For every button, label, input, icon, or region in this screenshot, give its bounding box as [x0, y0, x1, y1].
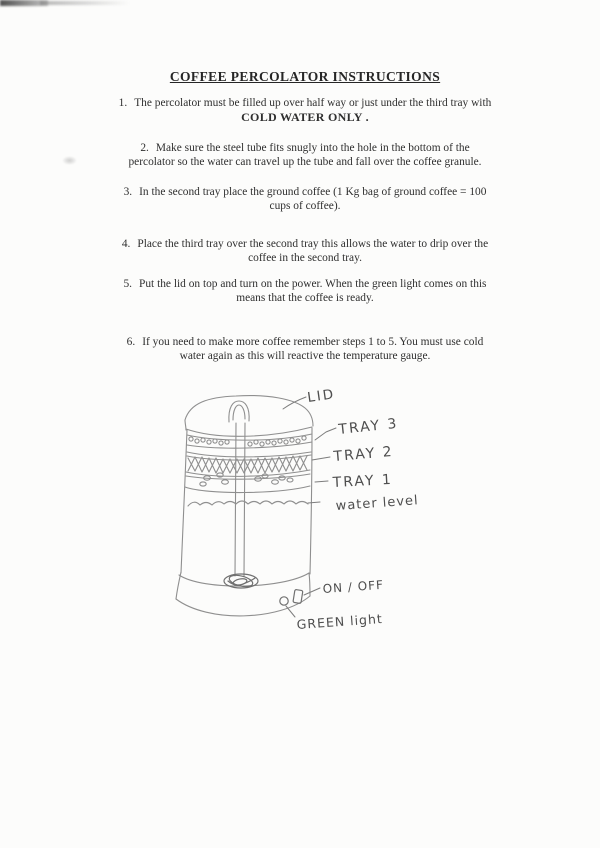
label-tray3: TRAY 3	[337, 415, 400, 438]
green-light-indicator	[280, 597, 288, 605]
instruction-line	[70, 336, 540, 350]
leader-line-tray1	[315, 481, 328, 482]
lid-rim	[186, 427, 312, 436]
step-text: If you need to make more coffee remember steps 1 to 5. You must use cold	[142, 336, 484, 348]
step-text: percolator so the water can travel up the tube and fall over the coffee granule.	[128, 155, 482, 168]
vessel-right-wall	[310, 428, 312, 574]
base-left-side	[176, 572, 181, 599]
label-green-light: GREEN light	[296, 611, 384, 632]
step-number: 6.	[126, 336, 136, 348]
leader-line-on-off	[304, 588, 320, 595]
instruction-line	[70, 238, 540, 252]
instruction-step-6	[70, 336, 540, 364]
instruction-step-5	[70, 278, 540, 306]
instruction-line	[70, 142, 540, 156]
step-text: cups of coffee).	[269, 199, 341, 212]
step-text: Put the lid on top and turn on the power. When the green light comes on this	[139, 278, 487, 290]
step-number: 1.	[118, 97, 128, 109]
document-title: COFFEE PERCOLATOR INSTRUCTIONS	[169, 69, 441, 84]
label-tray1: TRAY 1	[332, 471, 394, 491]
tube-left-line	[235, 423, 236, 576]
label-water-level: water level	[335, 493, 420, 514]
leader-line-tray3	[315, 428, 336, 440]
step-text: means that the coffee is ready.	[236, 291, 374, 304]
instruction-step-1	[70, 97, 540, 125]
instruction-line	[70, 97, 540, 111]
lid-handle-arc	[229, 401, 249, 422]
step-text: water again as this will reactive the temperature gauge.	[179, 349, 431, 362]
lid-handle-arc-inner	[233, 405, 245, 420]
center-tube	[235, 423, 245, 576]
step-text: In the second tray place the ground coffee (1 Kg bag of ground coffee = 100	[139, 186, 487, 198]
step-text: Make sure the steel tube fits snugly into the hole in the bottom of the	[155, 142, 470, 154]
base-bottom-edge	[176, 596, 310, 616]
tray3-top-edge	[187, 434, 312, 440]
leader-line-tray2	[312, 457, 330, 460]
step-number: 2.	[140, 142, 149, 154]
step-number: 5.	[123, 278, 133, 290]
step-number: 3.	[123, 186, 133, 198]
lid-outline	[185, 396, 313, 437]
water-level-line	[188, 501, 308, 506]
scan-smudge-top-streak	[40, 1, 130, 5]
instruction-line	[70, 186, 540, 200]
power-switch	[293, 589, 303, 603]
step-text: coffee in the second tray.	[248, 251, 362, 264]
label-on-off: ON / OFF	[322, 577, 385, 596]
leader-line-lid	[283, 397, 306, 409]
step-text-emphasis: COLD WATER ONLY .	[241, 109, 369, 124]
diagram-labels	[296, 386, 419, 632]
step-text: Place the third tray over the second tray this allows the water to drip over the	[137, 238, 489, 250]
step-number: 4.	[121, 238, 131, 250]
instruction-step-3	[70, 186, 540, 214]
percolator-sketch	[148, 383, 448, 653]
step-text: The percolator must be filled up over half way or just under the third tray with	[134, 97, 492, 109]
vessel-left-wall	[181, 430, 187, 573]
heating-coil	[224, 573, 258, 589]
instruction-step-2	[70, 142, 540, 170]
tray2-bottom-edge	[186, 470, 310, 476]
tray2-band	[186, 452, 311, 476]
tube-right-line	[244, 423, 245, 576]
tray3-bottom-edge	[187, 442, 312, 448]
leader-line-water-level	[308, 502, 320, 503]
label-lid: LID	[306, 386, 337, 406]
instruction-step-4	[70, 238, 540, 266]
tray1-bottom-edge	[185, 486, 310, 493]
label-tray2: TRAY 2	[332, 443, 395, 465]
instruction-line	[70, 278, 540, 292]
